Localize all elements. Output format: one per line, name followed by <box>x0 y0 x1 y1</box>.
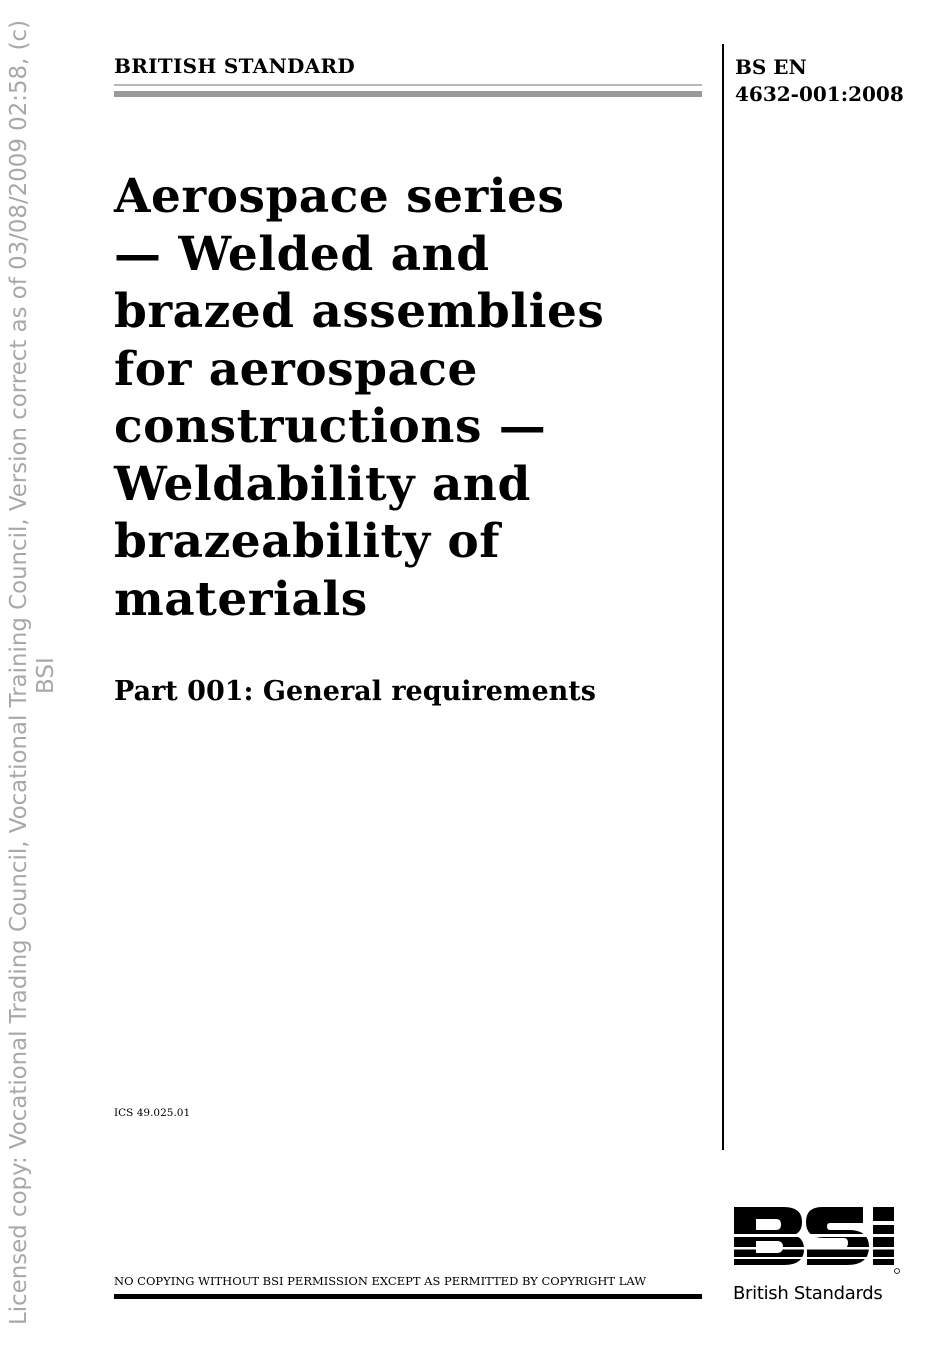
title-line: — Welded and <box>114 226 490 282</box>
series-label: BRITISH STANDARD <box>114 54 356 78</box>
footer-rule <box>114 1294 702 1299</box>
header-rule-thick <box>114 91 702 97</box>
bsi-logo-caption: British Standards <box>733 1283 883 1304</box>
document-number <box>735 54 904 108</box>
title-line: Weldability and <box>114 456 531 512</box>
title-line: constructions — <box>114 399 547 454</box>
ics-code: ICS 49.025.01 <box>114 1107 191 1119</box>
copyright-notice: NO COPYING WITHOUT BSI PERMISSION EXCEPT AS PERMITTED BY COPYRIGHT LAW <box>114 1274 647 1288</box>
title-line: for aerospace <box>114 341 478 397</box>
document-subtitle: Part 001: General requirements <box>114 676 596 707</box>
column-divider <box>722 44 724 1150</box>
watermark-line-1: Licensed copy: Vocational Trading Council, Vocational Training Council, Version correct as of 03/08/2009 02:58, (c) <box>6 12 32 1325</box>
title-line: brazed assemblies <box>114 284 605 339</box>
document-number-line-2: 4632-001:2008 <box>735 82 904 106</box>
header-rule-thin <box>114 84 702 86</box>
title-line: Aerospace series <box>114 169 565 224</box>
license-watermark <box>0 0 70 1345</box>
watermark-line-2: BSI <box>33 657 59 694</box>
title-line: materials <box>114 571 368 627</box>
title-line: brazeability of <box>114 514 501 569</box>
document-title <box>114 168 714 628</box>
document-number-line-1: BS EN <box>735 55 807 79</box>
